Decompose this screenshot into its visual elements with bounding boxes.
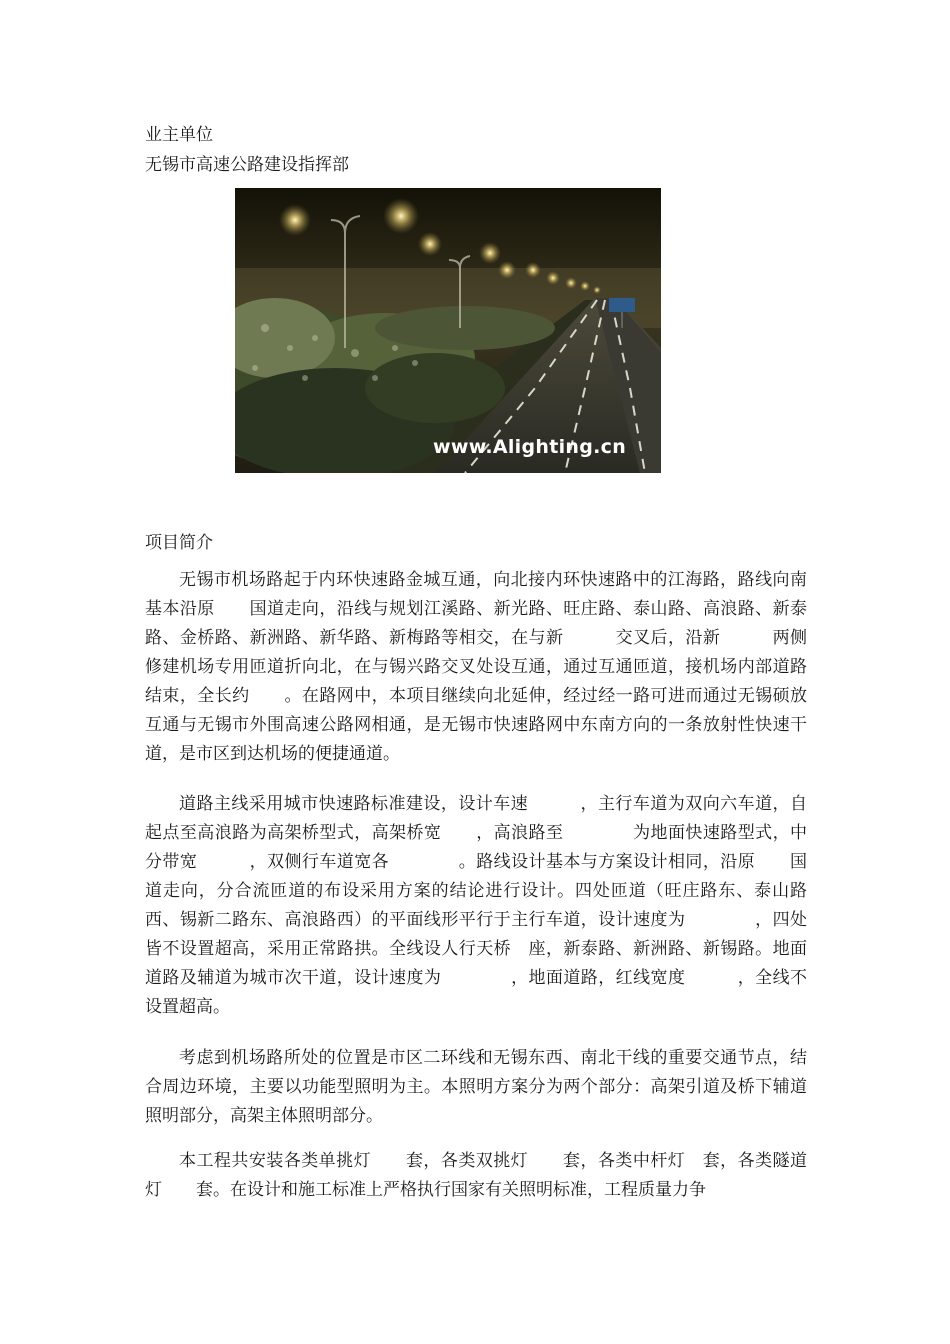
paragraph-1: 无锡市机场路起于内环快速路金城互通，向北接内环快速路中的江海路，路线向南基本沿原 国道走向，沿线与规划江溪路、新光路、旺庄路、泰山路、高浪路、新泰路、金桥路、新洲路、新华路、新梅路等相交，在与新 交叉后，沿新 两侧修建机场专用匝道折向北，在与锡兴路交叉处设互通，通过互通匝道，接机场内部道路结束，全长约 。在路网中，本项目继续向北延伸，经过经一路可进而通过无锡硕放互通与无锡市外围高速公路网相通，是无锡市快速路网中东南方向的一条放射性快速干道，是市区到达机场的便捷通道。: [145, 570, 807, 764]
photo-watermark: www.Alighting.cn: [433, 436, 627, 458]
paragraph-3: 考虑到机场路所处的位置是市区二环线和无锡东西、南北干线的重要交通节点，结合周边环境，主要以功能型照明为主。本照明方案分为两个部分：高架引道及桥下辅道照明部分，高架主体照明部分。: [145, 1048, 807, 1126]
owner-name: 无锡市高速公路建设指挥部: [145, 155, 349, 175]
owner-label: 业主单位: [145, 125, 213, 145]
section-title: 项目简介: [145, 533, 213, 553]
paragraph-4: 本工程共安装各类单挑灯 套，各类双挑灯 套，各类中杆灯 套，各类隧道灯 套。在设计和施工标准上严格执行国家有关照明标准，工程质量力争: [145, 1151, 807, 1200]
paragraph-2: 道路主线采用城市快速路标准建设，设计车速 ，主行车道为双向六车道，自起点至高浪路为高架桥型式，高架桥宽 ，高浪路至 为地面快速路型式，中分带宽 ，双侧行车道宽各 。路线设计基本与方案设计相同，沿原 国道走向，分合流匝道的布设采用方案的结论进行设计。四处匝道（旺庄路东、泰山路西、锡新二路东、高浪路西）的平面线形平行于主行车道，设计速度为 ，四处皆不设置超高，采用正常路拱。全线设人行天桥 座，新泰路、新洲路、新锡路。地面道路及辅道为城市次干道，设计速度为 ，地面道路，红线宽度 ，全线不设置超高。: [145, 794, 807, 1017]
night-road-photo: [235, 188, 661, 473]
